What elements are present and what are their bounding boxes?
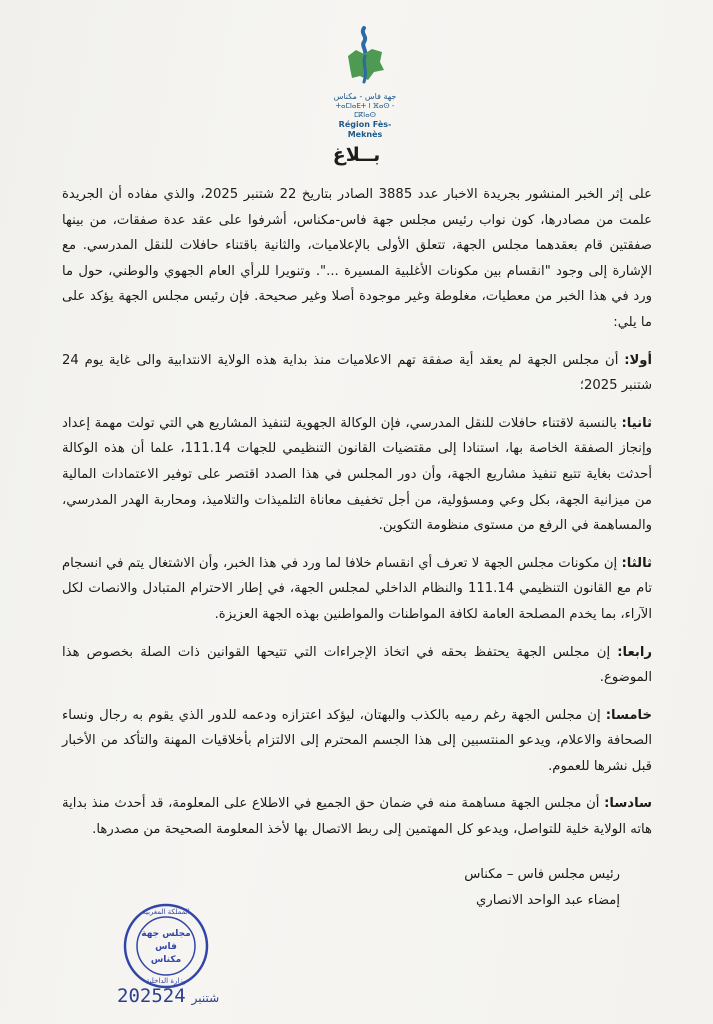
stamp-center-line-2: فاس bbox=[155, 942, 177, 952]
point-text: إن مكونات مجلس الجهة لا تعرف أي انقسام خلافا لما ورد في هذا الخبر، وأن الاشتغال يتم في انسجام تام مع القانون التنظيمي 111.14 والنظام الداخلي لمجلس الجهة، في إطار الاحترام المتبادل والانصات لكل الآراء، بما يخدم المصلحة العامة لكافة المواطنات والمواطنين بهذه الجهة العزيزة. bbox=[62, 555, 653, 622]
intro-paragraph: على إثر الخبر المنشور بجريدة الاخبار عدد 3885 الصادر بتاريخ 22 شتنبر 2025، والذي مفاده أن الجريدة علمت من مصادرها، كون نواب رئيس مجلس جهة فاس-مكناس، أشرفوا على عقد عدة صفقات، من بينها صفقتين قام بعقدهما مجلس الجهة، تتعلق الأولى بالإعلاميات، والثانية باقتناء حافلات للنقل المدرسي. مع الإشارة إلى وجود "انقسام بين مكونات الأغلبية المسيرة ...". وتنويرا للرأي العام الجهوي والوطني، حول ما ورد في هذا الخبر من معطيات، مغلوطة وغير موجودة أصلا وغير صحيحة. فإن رئيس مجلس الجهة يؤكد على ما يلي: bbox=[62, 187, 652, 330]
stamp-top-text: المملكة المغربية bbox=[142, 908, 190, 916]
point-text: إن مجلس الجهة رغم رميه بالكذب والبهتان، ليؤكد اعتزازه ودعمه للدور الذي يقوم به رجال ونساء الصحافة والاعلام، ويدعو المنتسبين إلى هذا الجسم المحترم إلى الالتزام بأخلاقيات المهنة والتأكد من الأخبار قبل نشرها للعموم. bbox=[62, 707, 652, 774]
signature-title: رئيس مجلس فاس – مكناس bbox=[464, 867, 620, 882]
point-label: ثانيا: bbox=[621, 415, 652, 431]
point-text: بالنسبة لاقتناء حافلات للنقل المدرسي، فإن الوكالة الجهوية لتنفيذ المشاريع هي التي تولت مهمة إعداد وإنجاز الصفقة الخاصة بها، استنادا إلى مقتضيات القانون التنظيمي للجهات 111.14، علما أن هذه الوكالة أحدثت بغاية تتبع تنفيذ مشاريع الجهة، وأن دور المجلس في هذا الصدد اقتصر على توفير الاعتمادات المالية من ميزانية الجهة، بكل وعي ومسؤولية، من أجل تخفيف معاناة التلميذات والتلاميذ، ومحاربة الهدر المدرسي، والمساهمة في الرفع من مستوى منظومة التكوين. bbox=[62, 415, 652, 534]
point-paragraph bbox=[62, 551, 652, 628]
point-label: أولا: bbox=[624, 352, 652, 368]
point-text: إن مجلس الجهة يحتفظ بحقه في اتخاذ الإجراءات التي تتيحها القوانين ذات الصلة بخصوص هذا الموضوع. bbox=[62, 644, 652, 686]
logo-tifinagh-text: ⵜⴰⵎⵏⴰⴹⵜ ⵏ ⴼⴰⵙ - ⵎⴽⵏⴰⵙ bbox=[335, 102, 395, 119]
point-paragraph bbox=[62, 348, 652, 399]
point-paragraph bbox=[62, 411, 652, 539]
region-emblem-icon bbox=[334, 22, 396, 90]
signature-name: إمضاء عبد الواحد الانصاري bbox=[476, 893, 620, 908]
signature-block bbox=[464, 862, 620, 914]
point-text: أن مجلس الجهة مساهمة منه في ضمان حق الجميع في الاطلاع على المعلومة، قد أحدث منذ بداية هاته الولاية خلية للتواصل، ويدعو كل المهتمين إلى ربط الاتصال بها لأخذ المعلومة الصحيحة من مصدرها. bbox=[62, 796, 652, 838]
point-paragraph bbox=[62, 703, 652, 780]
logo-arabic-text: جهة فاس - مكناس bbox=[333, 92, 397, 101]
logo-french-text: Région Fès-Meknès bbox=[338, 120, 392, 139]
point-label: رابعا: bbox=[617, 644, 652, 660]
date-day: 24 bbox=[162, 985, 186, 1007]
communique-body bbox=[62, 182, 652, 855]
stamp-center-line-1: مجلس جهة bbox=[141, 929, 191, 939]
point-paragraph bbox=[62, 791, 652, 842]
date-stamp bbox=[117, 985, 225, 1007]
point-paragraph bbox=[62, 640, 652, 691]
point-label: ثالثا: bbox=[621, 555, 652, 571]
date-year: 2025 bbox=[117, 985, 163, 1007]
official-stamp bbox=[120, 902, 212, 990]
point-label: سادسا: bbox=[604, 796, 652, 812]
point-text: أن مجلس الجهة لم يعقد أية صفقة تهم الاعلاميات منذ بداية هذه الولاية الانتدابية والى غاية يوم 24 شتنبر 2025؛ bbox=[62, 352, 652, 394]
region-logo bbox=[325, 22, 405, 140]
point-label: خامسا: bbox=[605, 707, 652, 723]
communique-title: بــلاغ bbox=[332, 144, 381, 166]
stamp-center-line-3: مكناس bbox=[150, 955, 182, 965]
date-month: شتنبر bbox=[191, 991, 220, 1005]
stamp-bottom-text: وزارة الداخلية bbox=[145, 977, 187, 985]
